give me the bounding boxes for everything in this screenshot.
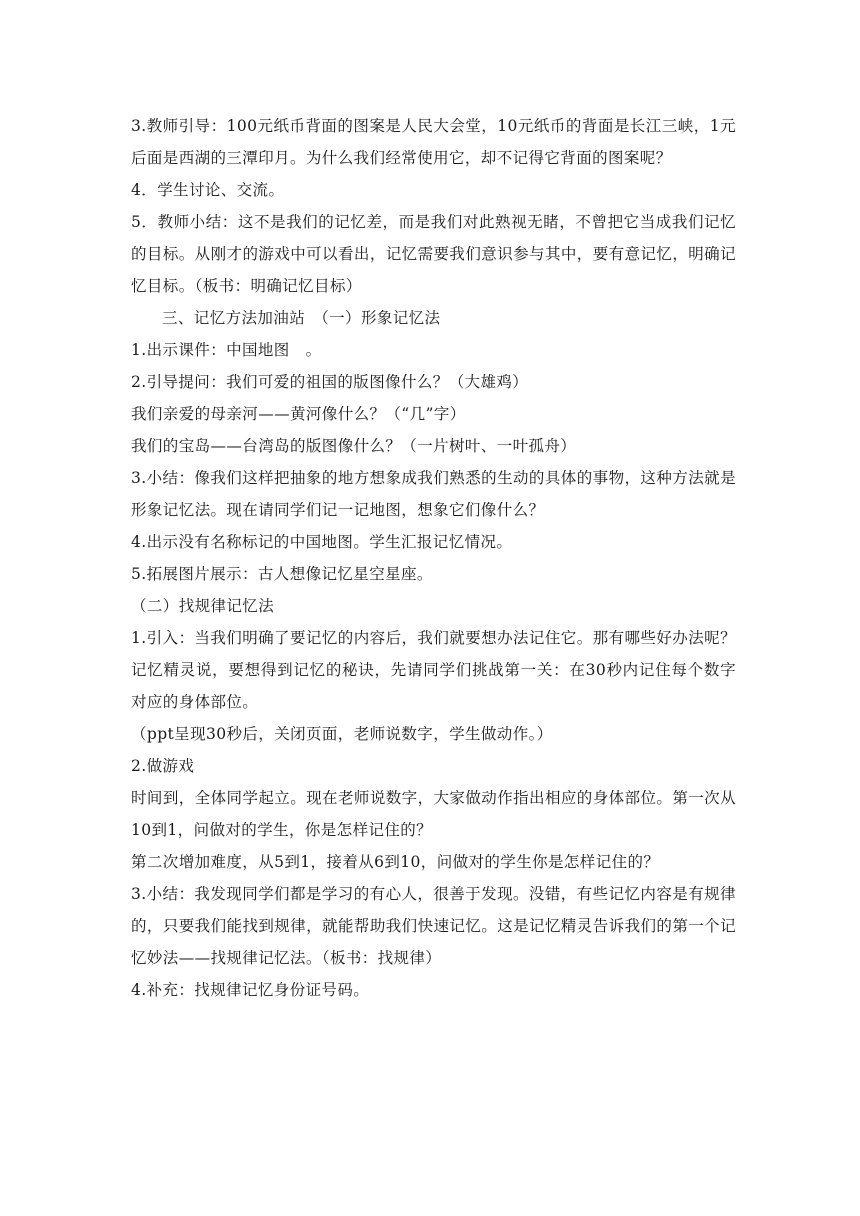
paragraph-unlabeled-map: 4.出示没有名称标记的中国地图。学生汇报记忆情况。	[131, 533, 513, 551]
subheading-pattern-memory: （二）找规律记忆法	[131, 597, 275, 615]
paragraph-ppt-note: （ppt呈现30秒后，关闭页面，老师说数字，学生做动作。）	[131, 725, 553, 743]
document-body	[131, 110, 736, 1006]
paragraph-introduction: 1.引入：当我们明确了要记忆的内容后，我们就要想办法记住它。那有哪些好办法呢？记忆精灵说，要想得到记忆的秘诀，先请同学们挑战第一关：在30秒内记住每个数字对应的身体部位。	[131, 629, 736, 711]
paragraph-taiwan: 我们的宝岛——台湾岛的版图像什么？（一片树叶、一叶孤舟）	[131, 437, 577, 455]
paragraph-show-courseware: 1.出示课件：中国地图 。	[131, 341, 322, 359]
paragraph-id-number: 4.补充：找规律记忆身份证号码。	[131, 981, 370, 999]
paragraph-pattern-summary: 3.小结：我发现同学们都是学习的有心人，很善于发现。没错，有些记忆内容是有规律的，只要我们能找到规律，就能帮助我们快速记忆。这是记忆精灵告诉我们的第一个记忆妙法——找规律记忆法。（板书：找规律）	[131, 885, 736, 967]
paragraph-game-second-round: 第二次增加难度，从5到1，接着从6到10，问做对的学生你是怎样记住的？	[131, 853, 660, 871]
paragraph-game: 2.做游戏	[131, 757, 195, 775]
paragraph-student-discussion: 4．学生讨论、交流。	[131, 181, 285, 199]
paragraph-game-first-round: 时间到，全体同学起立。现在老师说数字，大家做动作指出相应的身体部位。第一次从10到1，问做对的学生，你是怎样记住的？	[131, 789, 736, 839]
paragraph-yellow-river: 我们亲爱的母亲河——黄河像什么？（“几”字）	[131, 405, 466, 423]
paragraph-constellations: 5.拓展图片展示：古人想像记忆星空星座。	[131, 565, 433, 583]
paragraph-teacher-guidance: 3.教师引导：100元纸币背面的图案是人民大会堂，10元纸币的背面是长江三峡，1元后面是西湖的三潭印月。为什么我们经常使用它，却不记得它背面的图案呢？	[131, 117, 736, 167]
section-heading-memory-methods: 三、记忆方法加油站 （一）形象记忆法	[162, 309, 441, 327]
paragraph-image-memory-summary: 3.小结：像我们这样把抽象的地方想象成我们熟悉的生动的具体的事物，这种方法就是形象记忆法。现在请同学们记一记地图，想象它们像什么？	[131, 469, 736, 519]
paragraph-teacher-summary: 5．教师小结：这不是我们的记忆差，而是我们对此熟视无睹，不曾把它当成我们记忆的目标。从刚才的游戏中可以看出，记忆需要我们意识参与其中，要有意记忆，明确记忆目标。（板书：明确记忆目标）	[131, 213, 736, 295]
paragraph-guiding-question: 2.引导提问：我们可爱的祖国的版图像什么？（大雄鸡）	[131, 373, 529, 391]
